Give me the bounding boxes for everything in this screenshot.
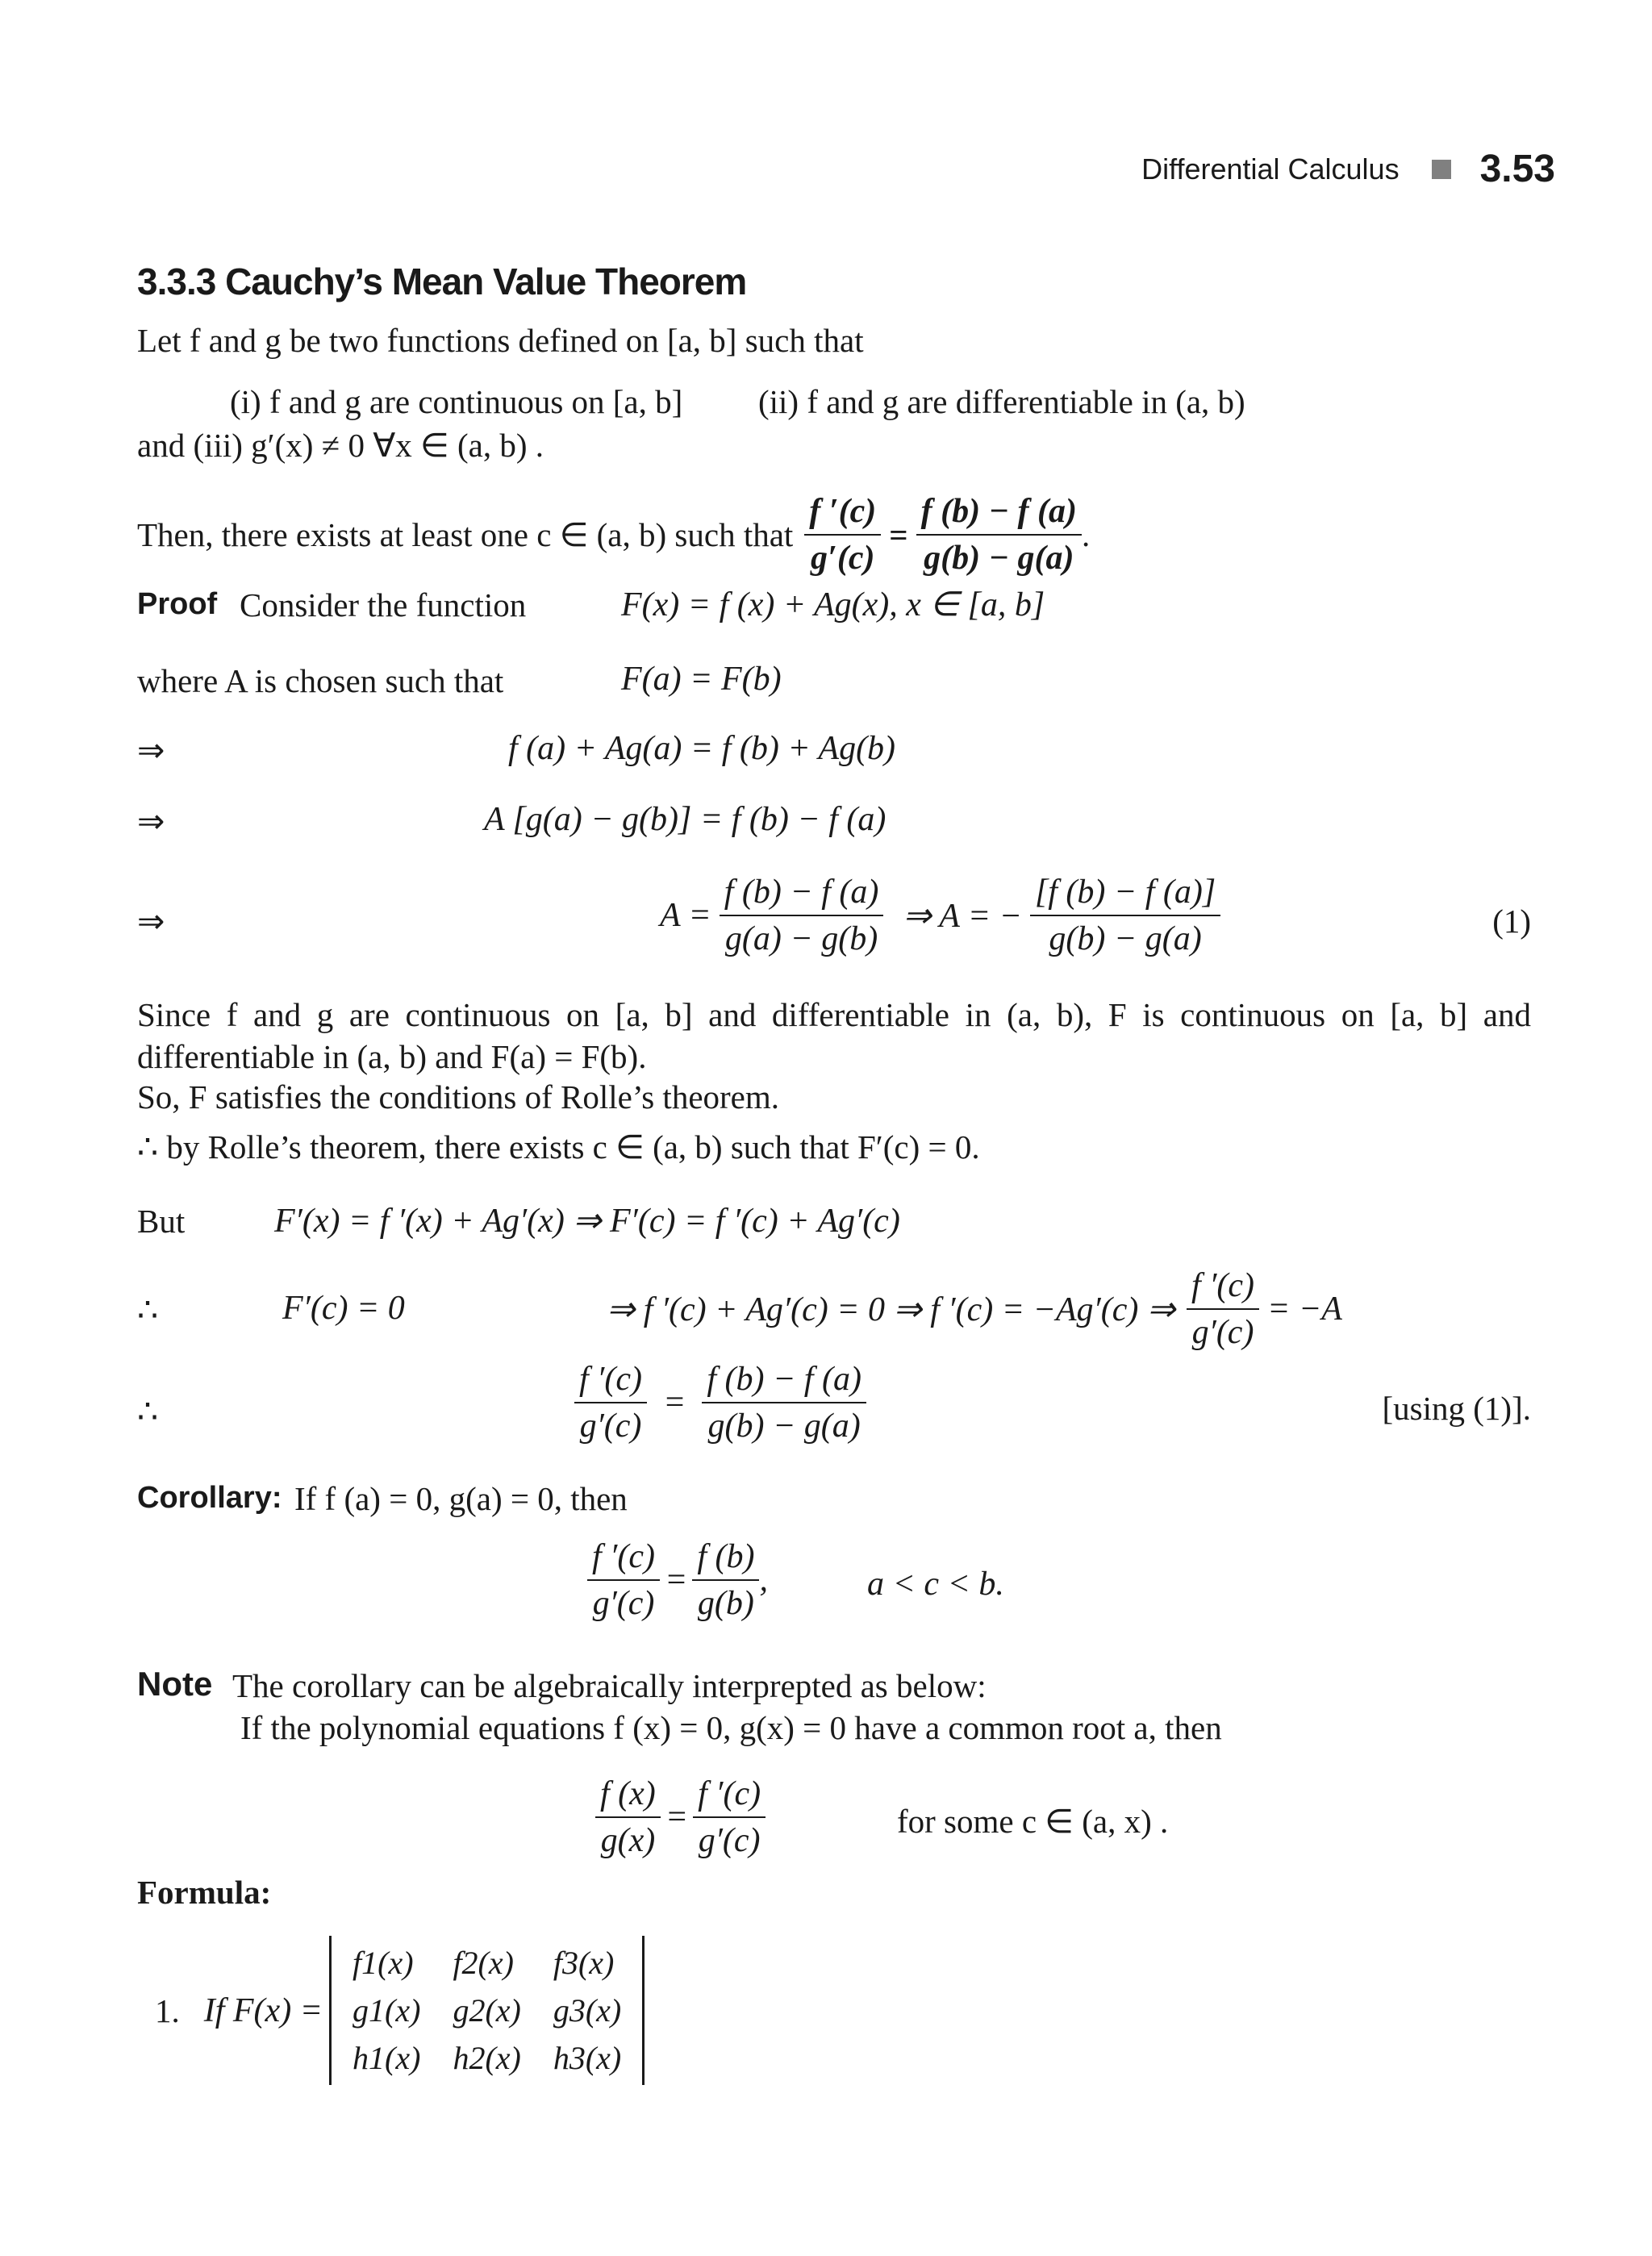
- proof-function-def: F(x) = f (x) + Ag(x), x ∈ [a, b]: [621, 586, 1045, 623]
- determinant: [329, 1936, 645, 2085]
- theorem-condition-3: and (iii) g′(x) ≠ 0 ∀x ∈ (a, b) .: [137, 427, 544, 464]
- proof-intro: Consider the function: [240, 586, 527, 623]
- corollary-fraction-2: $\frac{f (b)}{g(b)}$: [692, 1537, 759, 1623]
- determinant-cell: f2(x): [453, 1945, 514, 1981]
- theorem-intro: Let f and g be two functions defined on [a, b] such that: [137, 322, 864, 359]
- running-header: [1141, 147, 1555, 191]
- implies-symbol-3: ⇒: [137, 903, 165, 940]
- determinant-cell: g2(x): [453, 1992, 521, 2029]
- conclusion-text: Then, there exists at least one c ∈ (a, b) such that: [137, 516, 794, 553]
- step3-fraction-1: $\frac{f (b) - f (a)}{g(a) - g(b)}$: [720, 873, 884, 958]
- equation-number-1: (1): [1492, 903, 1531, 940]
- determinant-cell: f3(x): [553, 1945, 615, 1981]
- determinant-cell: g1(x): [353, 1992, 421, 2029]
- corollary-condition: a < c < b.: [867, 1566, 1004, 1603]
- determinant-cell: h3(x): [553, 2040, 622, 2076]
- implies-symbol-1: ⇒: [137, 732, 165, 769]
- determinant-cell: f1(x): [353, 1945, 414, 1981]
- note-condition: for some c ∈ (a, x) .: [897, 1803, 1169, 1840]
- final-fraction-2: $\frac{f (b) - f (a)}{g(b) - g(a)}$: [702, 1360, 866, 1445]
- line-f0-right: ⇒ f ′(c) + Ag′(c) = 0 ⇒ f ′(c) = −Ag′(c) ⇒ $\frac{f '(c)}{g'(c)}$ = −A: [607, 1267, 1342, 1351]
- final-note: [using (1)].: [1382, 1390, 1531, 1427]
- determinant-cell: h2(x): [453, 2040, 521, 2076]
- proof-label: Proof: [137, 587, 218, 621]
- proof-paragraph-1: Since f and g are continuous on [a, b] and differentiable in (a, b), F is continuous on [a, b] and differentiable in (a, b) and F(a) = F(b).: [137, 996, 1531, 1075]
- determinant-row: [336, 1939, 637, 1987]
- note-fraction-2: $\frac{f '(c)}{g'(c)}$: [693, 1774, 766, 1860]
- note-line-1: The corollary can be algebraically interprepted as below:: [232, 1667, 987, 1704]
- determinant-cell: h1(x): [353, 2040, 421, 2076]
- step3-fraction-2: $\frac{[f (b) - f (a)]}{g(b) - g(a)}$: [1030, 873, 1220, 958]
- section-title: 3.3.3 Cauchy’s Mean Value Theorem: [137, 261, 747, 302]
- determinant-row: [336, 1987, 637, 2034]
- proof-where-eq: F(a) = F(b): [621, 661, 782, 698]
- final-fraction-1: $\frac{f '(c)}{g'(c)}$: [574, 1360, 647, 1445]
- proof-step-2: A [g(a) − g(b)] = f (b) − f (a): [484, 801, 886, 838]
- note-label: Note: [137, 1665, 213, 1703]
- corollary-equation: $\frac{f '(c)}{g'(c)}$ = $\frac{f (b)}{g(b)}$ ,: [587, 1537, 768, 1623]
- implies-symbol-2: ⇒: [137, 803, 165, 840]
- but-label: But: [137, 1203, 186, 1240]
- line-f0-left: F′(c) = 0: [282, 1290, 405, 1327]
- determinant-cell: g3(x): [553, 1992, 622, 2029]
- determinant-row: [336, 2034, 637, 2082]
- conclusion-fraction-rhs: $\frac{f (b) - f (a)}{g(b) - g(a)}$: [916, 492, 1082, 578]
- therefore-symbol-1: ∴: [137, 1291, 159, 1328]
- proof-paragraph-2: So, F satisfies the conditions of Rolle’s theorem.: [137, 1078, 780, 1115]
- line-f0-fraction: $\frac{f '(c)}{g'(c)}$: [1187, 1266, 1259, 1352]
- page-number: 3.53: [1479, 148, 1555, 190]
- note-line-2: If the polynomial equations f (x) = 0, g(x) = 0 have a common root a, then: [240, 1709, 1222, 1746]
- corollary-label: Corollary:: [137, 1481, 282, 1515]
- proof-step-1: f (a) + Ag(a) = f (b) + Ag(b): [508, 730, 896, 767]
- therefore-symbol-2: ∴: [137, 1393, 159, 1430]
- note-equation: $\frac{f (x)}{g(x)}$ = $\frac{f '(c)}{g'(c)}$: [595, 1774, 766, 1860]
- proof-paragraph-3: ∴ by Rolle’s theorem, there exists c ∈ (a, b) such that F′(c) = 0.: [137, 1128, 980, 1166]
- proof-where-text: where A is chosen such that: [137, 662, 504, 699]
- but-equation: F′(x) = f ′(x) + Ag′(x) ⇒ F′(c) = f ′(c) + Ag′(c): [274, 1203, 900, 1240]
- conclusion-fraction-lhs: $\frac{f '(c)}{g'(c)}$: [804, 492, 881, 578]
- formula-heading: Formula:: [137, 1874, 272, 1911]
- header-square-icon: [1432, 160, 1451, 179]
- theorem-conclusion: Then, there exists at least one c ∈ (a, b) such that $\frac{f '(c)}{g'(c)}$ = $\frac{f (b) - f (a)}{g(b) - g(a)}$ .: [137, 493, 1091, 577]
- running-title: Differential Calculus: [1141, 152, 1400, 186]
- note-fraction-1: $\frac{f (x)}{g(x)}$: [595, 1774, 661, 1860]
- proof-step-3: A = $\frac{f (b) - f (a)}{g(a) - g(b)}$ ⇒ A = − $\frac{[f (b) - f (a)]}{g(b) - g(a)}$: [660, 873, 1220, 958]
- corollary-text: If f (a) = 0, g(a) = 0, then: [294, 1480, 628, 1517]
- theorem-condition-2: (ii) f and g are differentiable in (a, b): [758, 383, 1245, 420]
- theorem-condition-1: (i) f and g are continuous on [a, b]: [230, 383, 683, 420]
- corollary-fraction-1: $\frac{f '(c)}{g'(c)}$: [587, 1537, 660, 1623]
- formula-item-1: 1. If F(x) = f1(x) f2(x) f3(x) g1(x) g2(x) g3(x) h1(x) h2(x) h3(x): [155, 1936, 645, 2085]
- final-result: $\frac{f '(c)}{g'(c)}$ = $\frac{f (b) - f (a)}{g(b) - g(a)}$: [574, 1360, 866, 1445]
